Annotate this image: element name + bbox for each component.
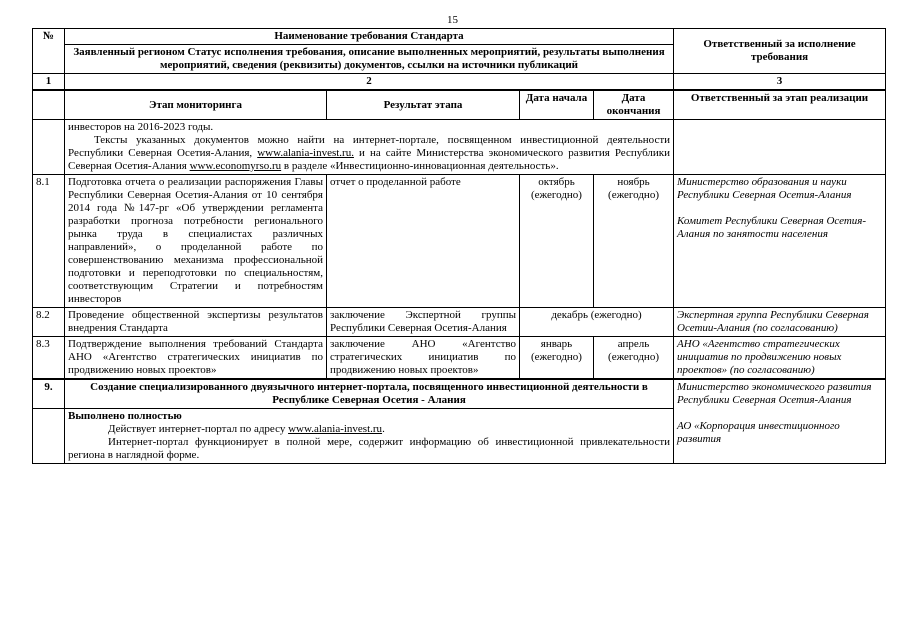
section-9-title-row: [33, 379, 886, 409]
row-number: 8.3: [33, 337, 65, 380]
row-end: апрель (ежегодно): [594, 337, 674, 380]
row-dates: декабрь (ежегодно): [520, 308, 674, 337]
header-col-numbers: [33, 74, 886, 91]
row-number: 8.1: [33, 175, 65, 308]
row-stage: Проведение общественной экспертизы результатов внедрения Стандарта: [65, 308, 327, 337]
table-row: [33, 337, 886, 380]
header-num: №: [33, 29, 65, 74]
section-9-responsible: Министерство экономического развития Республики Северная Осетия-Алания АО «Корпорация инвестиционного развития: [674, 379, 886, 464]
subheader-row: [33, 90, 886, 120]
row-end: ноябрь (ежегодно): [594, 175, 674, 308]
header-status-desc: Заявленный регионом Статус исполнения требования, описание выполненных мероприятий, результаты выполнения мероприятий, сведения (реквизиты) документов, ссылки на источники публикаций: [65, 45, 674, 74]
table-row: [33, 175, 886, 308]
link-economyrso[interactable]: www.economyrso.ru: [189, 160, 282, 172]
col-number-1: 1: [33, 74, 65, 91]
continuation-row: [33, 120, 886, 175]
continuation-text: инвесторов на 2016-2023 годы. Тексты указанных документов можно найти на интернет-портале, посвященном инвестиционной деятельности Республики Северная Осетия-Алания, www.alania-invest.ru. и на сайте Министерства экономического развития Республики Северная Осетия-Алания www.economyrso.ru в разделе «Инвестиционно-инновационная деятельность».: [65, 120, 674, 175]
col-number-2: 2: [65, 74, 674, 91]
section-9-title: Создание специализированного двуязычного интернет-портала, посвященного инвестиционной деятельности в Республике Северная Осетия - Алания: [65, 379, 674, 409]
row-start: январь (ежегодно): [520, 337, 594, 380]
subheader-stage-responsible: Ответственный за этап реализации: [674, 90, 886, 120]
row-start: октябрь (ежегодно): [520, 175, 594, 308]
header-responsible: Ответственный за исполнение требования: [674, 29, 886, 74]
page-number: 15: [447, 14, 458, 26]
row-result: заключение Экспертной группы Республики Северная Осетия-Алания: [327, 308, 520, 337]
row-responsible: АНО «Агентство стратегических инициатив по продвижению новых проектов» (по согласованию): [674, 337, 886, 380]
row-result: отчет о проделанной работе: [327, 175, 520, 308]
row-stage: Подготовка отчета о реализации распоряжения Главы Республики Северная Осетия-Алания от 10 сентября 2014 года №147-рг «Об утверждении регламента разработки прогноза потребности регионального рынка труда в специалистах различных направлений», о проделанной работе по совершенствованию механизма профессиональной подготовки и переподготовки по специальностям, соответствующим Стратегии и потребностям инвесторов: [65, 175, 327, 308]
subheader-stage: Этап мониторинга: [65, 90, 327, 120]
section-9-body: Выполнено полностью Действует интернет-портал по адресу www.alania-invest.ru. Интернет-портал функционирует в полной мере, содержит информацию об инвестиционной привлекательности региона в наглядной форме.: [65, 409, 674, 464]
subheader-date-start: Дата начала: [520, 90, 594, 120]
section-9-status: Выполнено полностью: [68, 410, 182, 422]
row-stage: Подтверждение выполнения требований Стандарта АНО «Агентство стратегических инициатив по продвижению новых проектов»: [65, 337, 327, 380]
row-responsible: Министерство образования и науки Республики Северная Осетия-Алания Комитет Республики Северная Осетия-Алания по занятости населения: [674, 175, 886, 308]
table-row: [33, 308, 886, 337]
subheader-empty: [33, 90, 65, 120]
header-req-name: Наименование требования Стандарта: [65, 29, 674, 45]
row-responsible: Экспертная группа Республики Северная Осетии-Алания (по согласованию): [674, 308, 886, 337]
link-alania-invest[interactable]: www.alania-invest.ru.: [257, 147, 354, 159]
section-9-number: 9.: [33, 379, 65, 409]
subheader-result: Результат этапа: [327, 90, 520, 120]
header-row-1: [33, 29, 886, 45]
col-number-3: 3: [674, 74, 886, 91]
row-result: заключение АНО «Агентство стратегических инициатив по продвижению новых проектов»: [327, 337, 520, 380]
requirements-table: [32, 28, 886, 464]
link-alania-invest-portal[interactable]: www.alania-invest.ru: [288, 423, 383, 435]
row-number: 8.2: [33, 308, 65, 337]
subheader-date-end: Дата окончания: [594, 90, 674, 120]
